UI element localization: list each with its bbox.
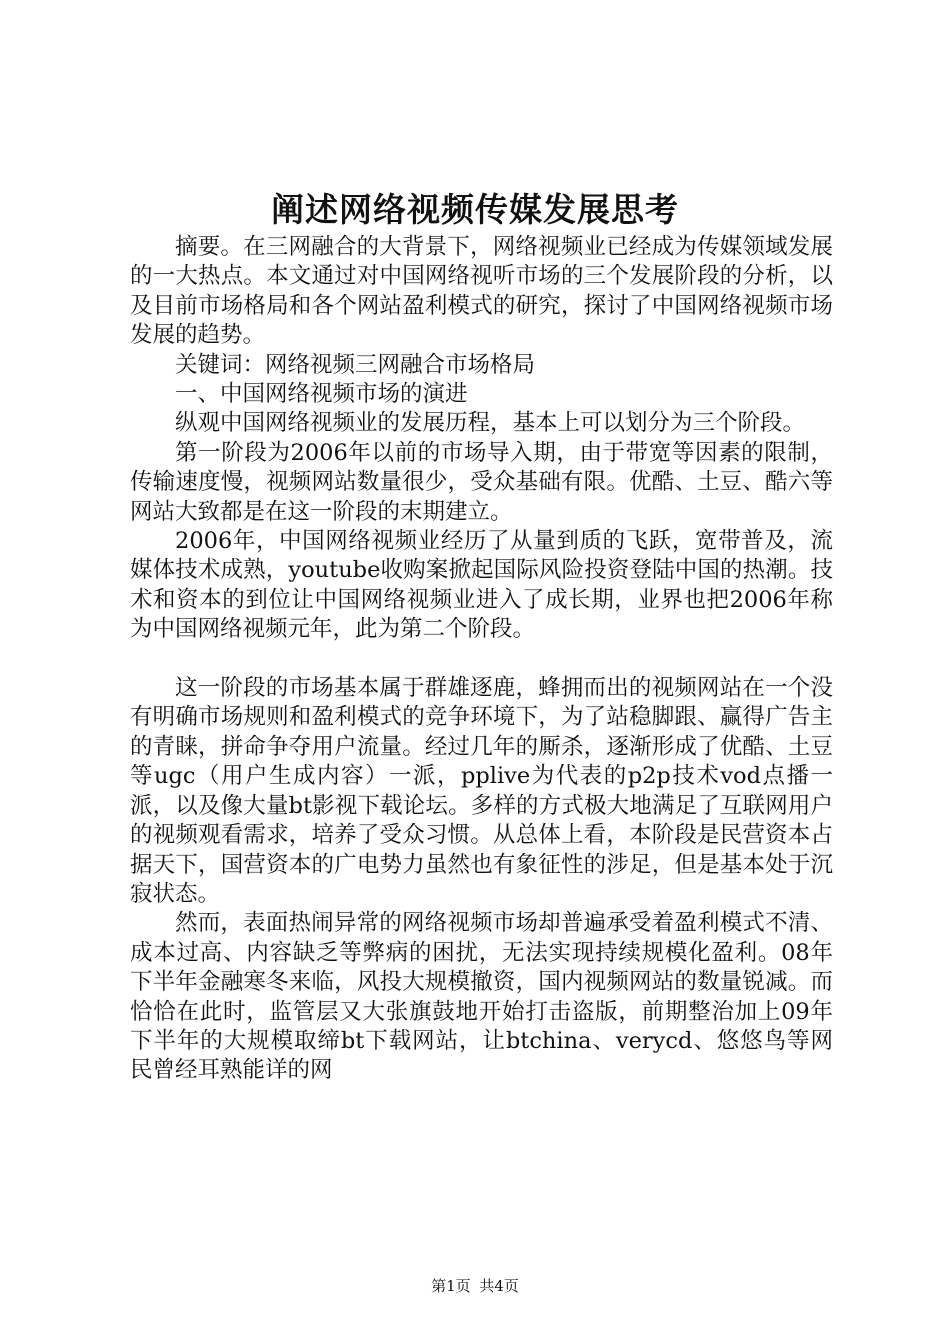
body-paragraph: 然而，表面热闹异常的网络视频市场却普遍承受着盈利模式不清、成本过高、内容缺乏等弊病的困扰，无法实现持续规模化盈利。08年下半年金融寒冬来临，风投大规模撤资，国内视频网站的数量锐减。而恰恰在此时，监管层又大张旗鼓地开始打击盗版，前期整治加上09年下半年的大规模取缔bt下载网站，让btchina、verycd、悠悠鸟等网民曾经耳熟能详的网 <box>130 910 833 1084</box>
page-footer <box>0 1276 950 1296</box>
page-number: 第1页 <box>431 1277 471 1295</box>
body-paragraph: 这一阶段的市场基本属于群雄逐鹿，蜂拥而出的视频网站在一个没有明确市场规则和盈利模式的竞争环境下，为了站稳脚跟、赢得广告主的青睐，拼命争夺用户流量。经过几年的厮杀，逐渐形成了优酷、土豆等ugc（用户生成内容）一派，pplive为代表的p2p技术vod点播一派，以及像大量bt影视下载论坛。多样的方式极大地满足了互联网用户的视频观看需求，培养了受众习惯。从总体上看，本阶段是民营资本占据天下，国营资本的广电势力虽然也有象征性的涉足，但是基本处于沉寂状态。 <box>130 675 833 907</box>
abstract-paragraph: 摘要。在三网融合的大背景下，网络视频业已经成为传媒领域发展的一大热点。本文通过对中国网络视听市场的三个发展阶段的分析，以及目前市场格局和各个网站盈利模式的研究，探讨了中国网络视频市场发展的趋势。 <box>130 234 833 349</box>
body-paragraph: 纵观中国网络视频业的发展历程，基本上可以划分为三个阶段。 <box>175 410 806 437</box>
document-body <box>130 233 833 1086</box>
keywords-paragraph: 关键词：网络视频三网融合市场格局 <box>175 351 536 378</box>
section-heading: 一、中国网络视频市场的演进 <box>175 381 468 408</box>
document-title: 阐述网络视频传媒发展思考 <box>271 190 679 229</box>
page-total: 共4页 <box>479 1277 519 1295</box>
body-paragraph: 2006年，中国网络视频业经历了从量到质的飞跃，宽带普及，流媒体技术成熟，youtube收购案掀起国际风险投资登陆中国的热潮。技术和资本的到位让中国网络视频业进入了成长期，业界也把2006年称为中国网络视频元年，此为第二个阶段。 <box>130 528 833 643</box>
body-paragraph: 第一阶段为2006年以前的市场导入期，由于带宽等因素的限制，传输速度慢，视频网站数量很少，受众基础有限。优酷、土豆、酷六等网站大致都是在这一阶段的末期建立。 <box>130 439 833 525</box>
